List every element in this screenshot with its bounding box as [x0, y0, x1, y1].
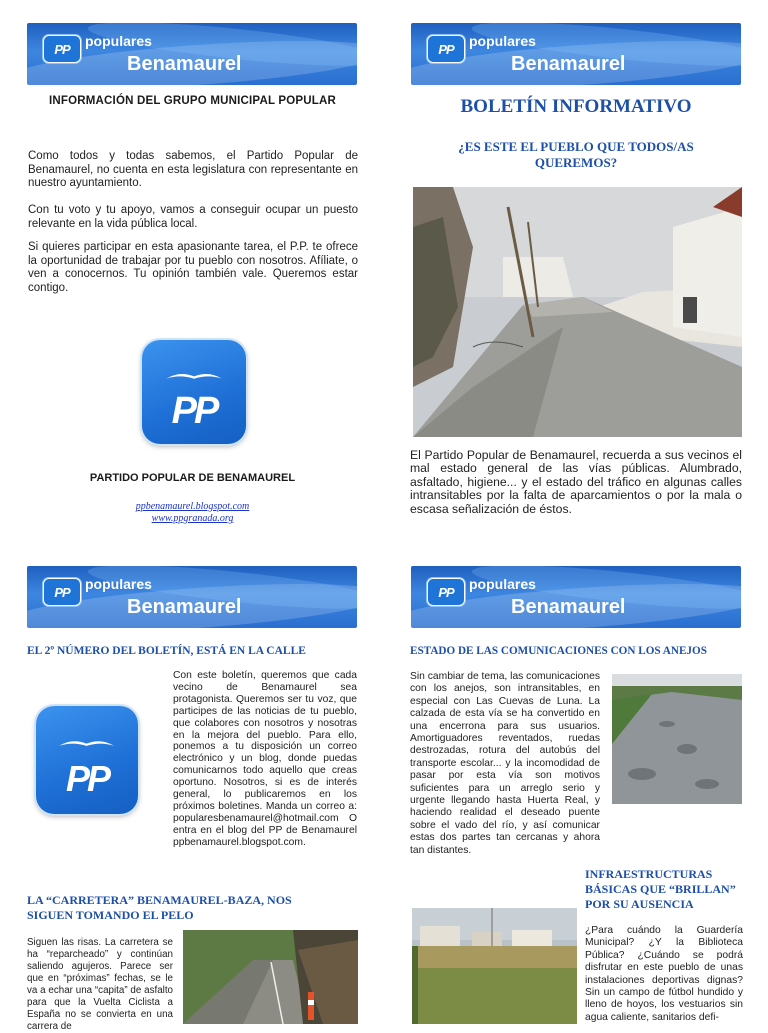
sports-field-photo — [412, 908, 577, 1024]
page4-section-title: INFRAESTRUCTURAS BÁSICAS QUE “BRILLAN” POR SU AUSENCIA — [585, 867, 736, 911]
banner-town-name: Benamaurel — [511, 596, 626, 618]
pp-party-logo: PP — [142, 340, 246, 444]
pp-small-logo-icon: PP — [43, 578, 81, 606]
page1-paragraph-2: Con tu voto y tu apoyo, vamos a conseguir ocupar un puesto relevante en la vida pública local. — [28, 204, 358, 230]
banner-header — [411, 23, 741, 85]
pp-small-logo-icon: PP — [427, 35, 465, 63]
page2-body: El Partido Popular de Benamaurel, recuerda a sus vecinos el mal estado general de las vías públicas. Alumbrado, asfaltado, higiene... y el estado del tráfico en algunas calles intransitables por la falta de aparcamientos o por la mala o escasa señalización de éstos. — [410, 448, 742, 516]
banner-popular-label: populares — [85, 33, 152, 49]
page4-body: Sin cambiar de tema, las comunicaciones con los anejos, son intransitables, en especial con Las Cuevas de Luna. La calzada de esta vía se ha convertido en una encerrona para sus usuarios. Amortiguadores reventados, ruedas destrozadas, rotura del autobús del transporte escolar... y la incomodidad de pasar por esta vía son motivos suficientes para un arreglo serio y urgente llegando hasta Huerta Real, y haciendo realidad el deseado puente sobre el vado del río, y así comunicar estas dos partes tan cercanas y ahora tan distantes. — [410, 671, 601, 856]
page4-section-body: ¿Para cuándo la Guardería Municipal? ¿Y la Biblioteca Pública? ¿Cuándo se podrá disfrutar en este pueblo de unas instalaciones deportivas dignas? Sin un campo de fútbol hundido y lleno de hoyos, los vestuarios sin agua caliente, sanitarios defi- — [585, 925, 743, 1023]
banner-popular-label: populares — [469, 33, 536, 49]
page3-section-title: LA “CARRETERA” BENAMAUREL-BAZA, NOS SIGUEN TOMANDO EL PELO — [27, 893, 292, 922]
banner-town-name: Benamaurel — [127, 596, 242, 618]
road-photo — [183, 930, 358, 1024]
seagull-icon — [165, 369, 223, 381]
pp-small-logo-icon: PP — [427, 578, 465, 606]
page1-paragraph-3: Si quieres participar en esta apasionante tarea, el P.P. te ofrece la oportunidad de trabajar por tu pueblo con nosotros. Afíliate, o ven a conocernos. Tu opinión también vale. Queremos estar contigo. — [28, 241, 358, 294]
banner-header — [27, 566, 357, 628]
banner-popular-label: populares — [469, 576, 536, 592]
banner-header — [411, 566, 741, 628]
page1-title: INFORMACIÓN DEL GRUPO MUNICIPAL POPULAR — [48, 95, 336, 107]
page2-subtitle: ¿ES ESTE EL PUEBLO QUE TODOS/AS QUEREMOS? — [458, 139, 694, 170]
page3-body: Con este boletín, queremos que cada vecino de Benamaurel sea protagonista. Queremos ser tu voz, que participes de las noticias de tu pueblo, que colabores con nosotros y nosotras en la mejora del pueblo. Para ello, ponemos a tu disposición un correo electrónico y un blog, donde puedas comunicarnos todo aquello que creas oportuno. Nosotros, si es de interés general, lo publicaremos en los próximos boletines. Manda un correo a: popularesbenamaurel@hotmail.com O entra en el blog del PP de Benamaurel ppbenamaurel.blogspot.com. — [173, 670, 357, 848]
banner-header — [27, 23, 357, 85]
rural-road-photo — [612, 674, 742, 804]
pp-party-logo: PP — [36, 706, 138, 814]
page1-paragraph-1: Como todos y todas sabemos, el Partido Popular de Benamaurel, no cuenta en esta legislatura con representante en nuestro ayuntamiento. — [28, 150, 358, 189]
page3-title: EL 2º NÚMERO DEL BOLETÍN, ESTÁ EN LA CALLE — [27, 645, 306, 657]
banner-town-name: Benamaurel — [127, 53, 242, 75]
ppgranada-link[interactable]: www.ppgranada.org — [151, 513, 234, 524]
pp-small-logo-icon: PP — [43, 35, 81, 63]
page1-signature: PARTIDO POPULAR DE BENAMAUREL — [89, 472, 296, 484]
page2-title: BOLETÍN INFORMATIVO — [460, 96, 692, 117]
page4-title: ESTADO DE LAS COMUNICACIONES CON LOS ANEJOS — [410, 645, 707, 657]
blog-link[interactable]: ppbenamaurel.blogspot.com — [135, 501, 250, 512]
seagull-icon — [58, 736, 115, 749]
banner-popular-label: populares — [85, 576, 152, 592]
village-street-photo — [413, 187, 742, 437]
page3-section-body: Siguen las risas. La carretera se ha “reparcheado” y continúan saliendo agujeros. Parece ser que en “próximas” fechas, se le va a echar una “capita” de asfalto para que la Vuelta Ciclista a España no se convierta en una carrera de — [27, 937, 173, 1032]
banner-town-name: Benamaurel — [511, 53, 626, 75]
